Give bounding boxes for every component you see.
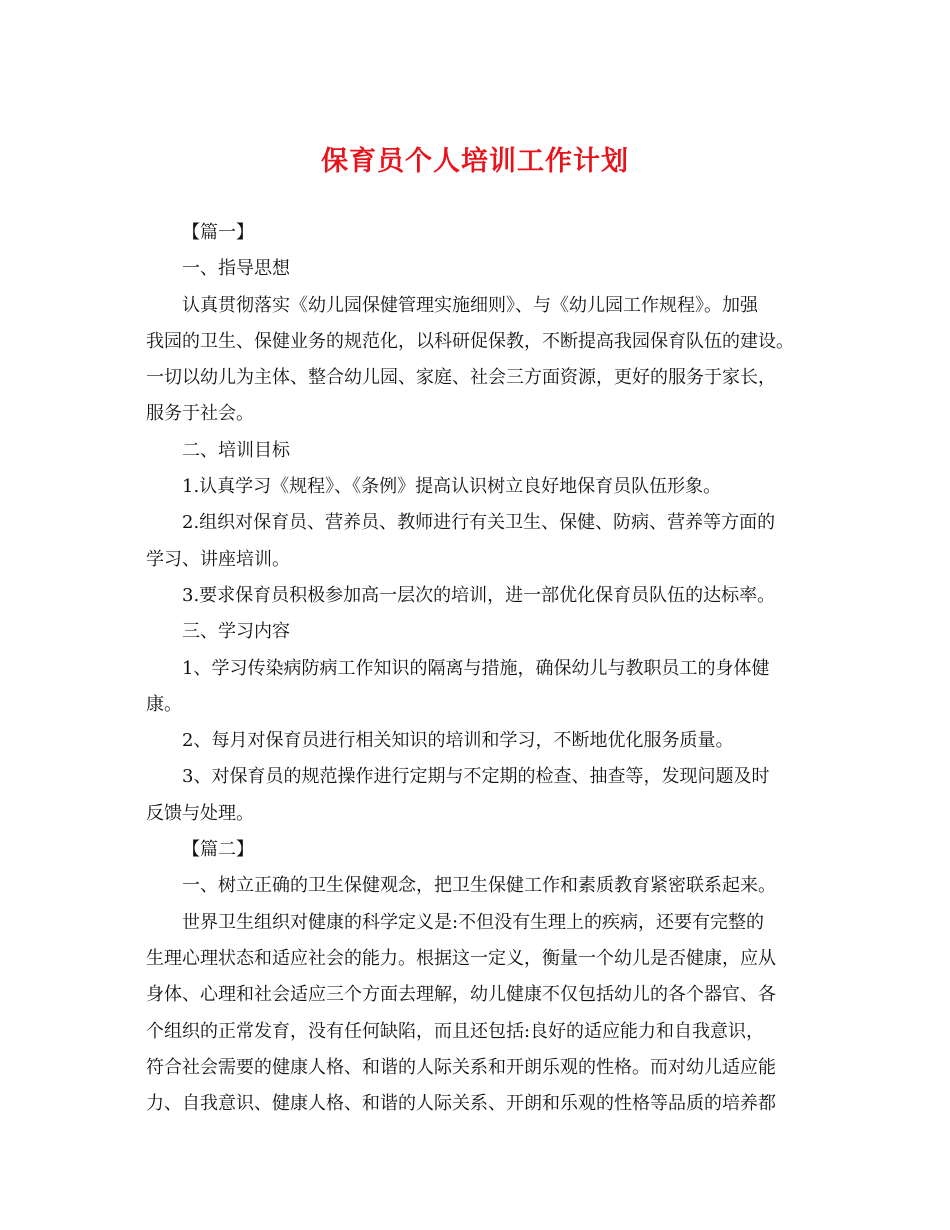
text-line: 一、指导思想 [182, 258, 290, 280]
document-body [146, 218, 816, 1125]
text-line: 3、对保育员的规范操作进行定期与不定期的检查、抽查等，发现问题及时 [182, 766, 770, 788]
text-line: 3.要求保育员积极参加高一层次的培训，进一部优化保育员队伍的达标率。 [182, 584, 776, 606]
text-line: 学习、讲座培训。 [146, 548, 290, 570]
text-line: 2、每月对保育员进行相关知识的培训和学习，不断地优化服务质量。 [182, 730, 734, 752]
text-line: 二、培训目标 [182, 439, 290, 461]
text-line: 符合社会需要的健康人格、和谐的人际关系和开朗乐观的性格。而对幼儿适应能 [146, 1056, 776, 1078]
document-title: 保育员个人培训工作计划 [321, 146, 629, 177]
text-line: 世界卫生组织对健康的科学定义是:不但没有生理上的疾病，还要有完整的 [182, 911, 765, 933]
text-line: 康。 [146, 693, 182, 715]
text-line: 生理心理状态和适应社会的能力。根据这一定义，衡量一个幼儿是否健康，应从 [146, 947, 776, 969]
text-line: 【篇一】 [182, 222, 254, 243]
text-line: 反馈与处理。 [146, 802, 254, 824]
text-line: 认真贯彻落实《幼儿园保健管理实施细则》、与《幼儿园工作规程》。加强 [182, 294, 758, 316]
text-line: 个组织的正常发育，没有任何缺陷，而且还包括:良好的适应能力和自我意识， [146, 1020, 765, 1042]
text-line: 身体、心理和社会适应三个方面去理解，幼儿健康不仅包括幼儿的各个器官、各 [146, 984, 776, 1006]
text-line: 服务于社会。 [146, 403, 254, 425]
text-line: 一、树立正确的卫生保健观念，把卫生保健工作和素质教育紧密联系起来。 [182, 875, 776, 897]
text-line: 【篇二】 [182, 839, 254, 861]
text-line: 力、自我意识、健康人格、和谐的人际关系、开朗和乐观的性格等品质的培养都 [146, 1093, 776, 1115]
text-line: 1.认真学习《规程》、《条例》提高认识树立良好地保育员队伍形象。 [182, 476, 722, 498]
text-line: 三、学习内容 [182, 621, 290, 643]
text-line: 一切以幼儿为主体、整合幼儿园、家庭、社会三方面资源，更好的服务于家长， [146, 367, 776, 389]
text-line: 我园的卫生、保健业务的规范化，以科研促保教，不断提高我园保育队伍的建设。 [146, 330, 794, 352]
text-line: 2.组织对保育员、营养员、教师进行有关卫生、保健、防病、营养等方面的 [182, 512, 776, 534]
text-line: 1、学习传染病防病工作知识的隔离与措施，确保幼儿与教职员工的身体健 [182, 657, 770, 679]
